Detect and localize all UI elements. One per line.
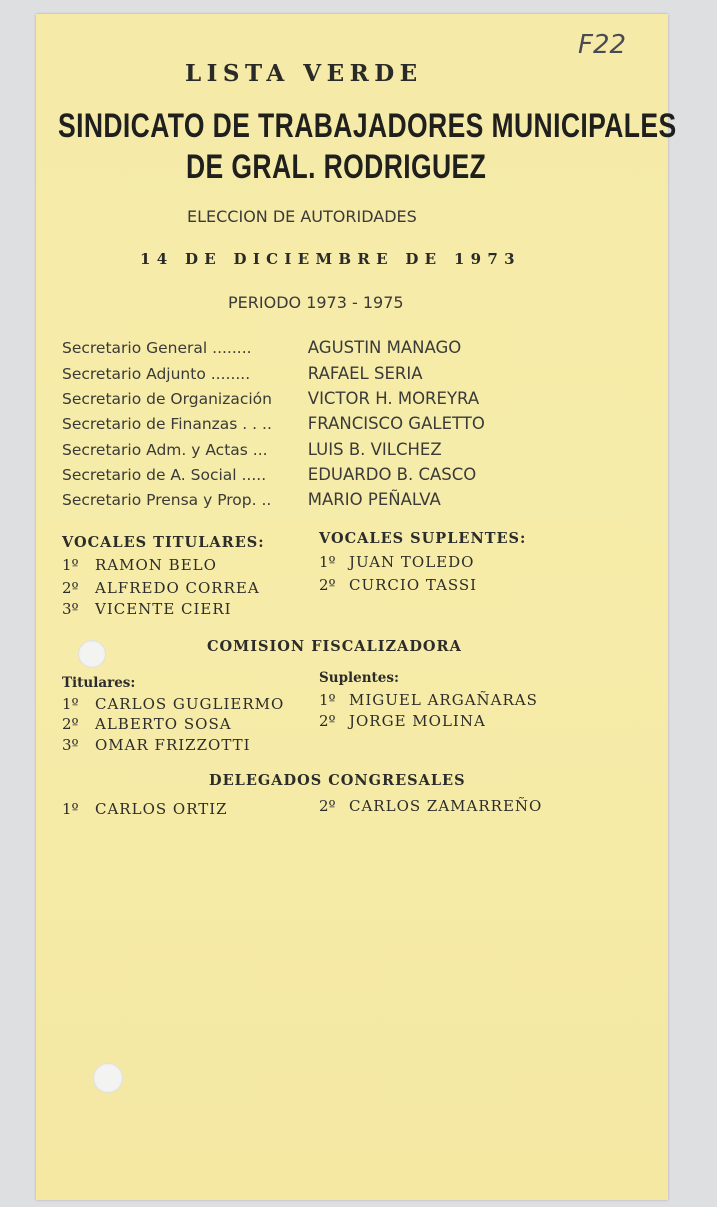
officer-title: Secretario Prensa y Prop. ..: [62, 491, 272, 509]
member-name: RAMON BELO: [95, 556, 217, 574]
comision-heading: COMISION FISCALIZADORA: [207, 638, 462, 655]
member-name: OMAR FRIZZOTTI: [95, 736, 251, 754]
period: PERIODO 1973 - 1975: [228, 293, 404, 312]
comision-suplente-item: [319, 712, 486, 730]
officer-name: LUIS B. VILCHEZ: [307, 440, 442, 459]
comision-titular-item: [62, 736, 251, 754]
officer-row: [62, 465, 476, 484]
officer-title: Secretario de Finanzas . . ..: [62, 415, 272, 433]
punch-hole-bottom: [93, 1063, 123, 1093]
ordinal: 2º: [319, 797, 336, 815]
member-name: MIGUEL ARGAÑARAS: [349, 691, 538, 709]
election-date: 14 DE DICIEMBRE DE 1973: [140, 250, 521, 268]
member-name: CARLOS ZAMARREÑO: [349, 797, 543, 815]
officer-row: [62, 364, 423, 383]
list-name: LISTA VERDE: [185, 60, 423, 87]
election-subtitle: ELECCION DE AUTORIDADES: [187, 207, 417, 226]
union-name-line1: SINDICATO DE TRABAJADORES MUNICIPALES: [58, 107, 677, 145]
officer-name: FRANCISCO GALETTO: [307, 414, 485, 433]
member-name: JUAN TOLEDO: [349, 553, 475, 571]
comision-suplente-item: [319, 691, 538, 709]
member-name: CARLOS ORTIZ: [95, 800, 228, 818]
officer-title: Secretario Adm. y Actas ...: [62, 441, 268, 459]
punch-hole-top: [78, 640, 106, 668]
member-name: CARLOS GUGLIERMO: [95, 695, 285, 713]
comision-titular-item: [62, 695, 284, 713]
officer-row: [62, 389, 479, 408]
officer-title: Secretario General ........: [62, 339, 252, 357]
ordinal: 2º: [319, 576, 336, 594]
officer-name: EDUARDO B. CASCO: [307, 465, 477, 484]
officer-row: [62, 440, 442, 459]
vocales-suplentes-label: VOCALES SUPLENTES:: [319, 530, 527, 547]
officer-name: MARIO PEÑALVA: [307, 490, 441, 509]
ordinal: 1º: [319, 691, 336, 709]
vocales-titulares-label: VOCALES TITULARES:: [62, 534, 265, 551]
ordinal: 1º: [62, 556, 79, 574]
member-name: ALBERTO SOSA: [95, 715, 232, 733]
ordinal: 2º: [319, 712, 336, 730]
member-name: CURCIO TASSI: [349, 576, 478, 594]
member-name: ALFREDO CORREA: [95, 579, 260, 597]
ordinal: 3º: [62, 736, 79, 754]
vocal-suplente-item: [319, 576, 477, 594]
officer-name: RAFAEL SERIA: [307, 364, 423, 383]
ordinal: 2º: [62, 579, 79, 597]
officer-row: [62, 338, 461, 357]
officer-name: AGUSTIN MANAGO: [307, 338, 462, 357]
comision-suplentes-label: Suplentes:: [319, 670, 399, 686]
vocal-suplente-item: [319, 553, 474, 571]
comision-titulares-label: Titulares:: [62, 675, 136, 691]
comision-titular-item: [62, 715, 232, 733]
officer-title: Secretario de A. Social .....: [62, 466, 267, 484]
ordinal: 1º: [319, 553, 336, 571]
ordinal: 3º: [62, 600, 79, 618]
delegados-heading: DELEGADOS CONGRESALES: [209, 772, 466, 789]
handwritten-annotation: F22: [578, 30, 627, 60]
member-name: JORGE MOLINA: [349, 712, 486, 730]
officer-title: Secretario Adjunto ........: [62, 365, 251, 383]
ordinal: 2º: [62, 715, 79, 733]
officer-row: [62, 414, 485, 433]
officer-name: VICTOR H. MOREYRA: [307, 389, 480, 408]
vocal-titular-item: [62, 600, 232, 618]
delegado-item: [319, 797, 542, 815]
member-name: VICENTE CIERI: [95, 600, 232, 618]
union-name-line2: DE GRAL. RODRIGUEZ: [186, 148, 487, 186]
officer-row: [62, 490, 441, 509]
ordinal: 1º: [62, 695, 79, 713]
delegado-item: [62, 800, 228, 818]
officer-title: Secretario de Organización: [62, 390, 272, 408]
vocal-titular-item: [62, 556, 217, 574]
ordinal: 1º: [62, 800, 79, 818]
vocal-titular-item: [62, 579, 260, 597]
